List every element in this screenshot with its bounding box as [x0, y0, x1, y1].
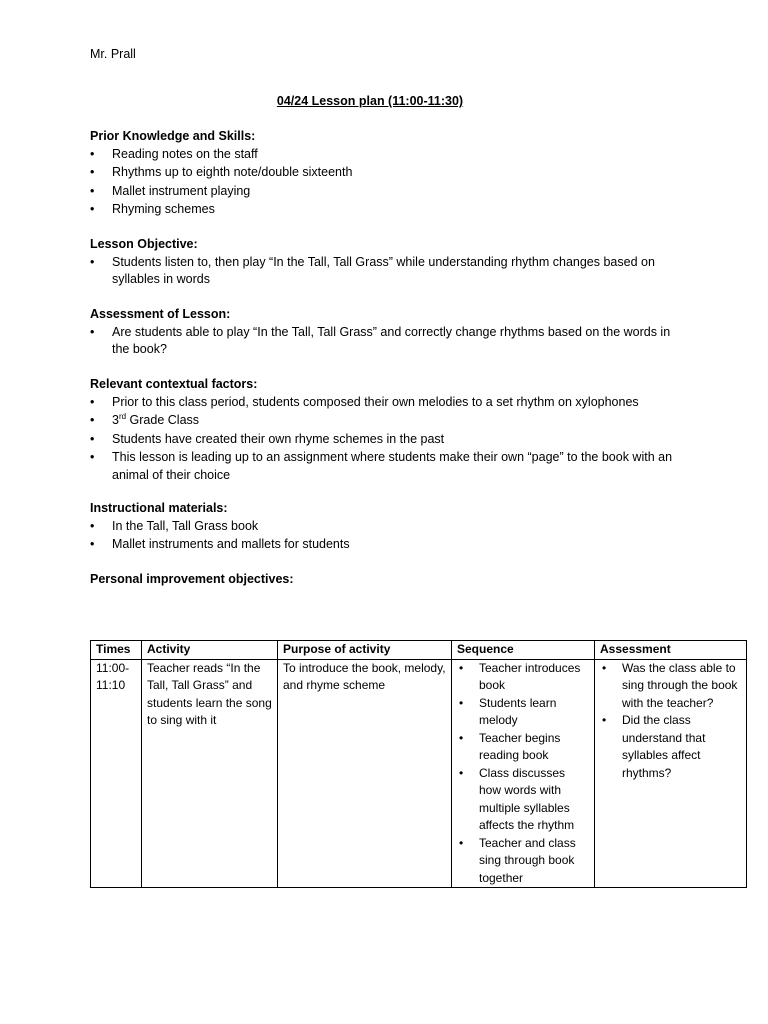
column-header: Times — [91, 641, 142, 660]
improvement-heading: Personal improvement objectives: — [90, 572, 294, 586]
prior-knowledge-heading: Prior Knowledge and Skills: — [90, 129, 256, 143]
prior-knowledge-section — [90, 128, 690, 220]
assessment-section — [90, 306, 690, 360]
list-item: • In the Tall, Tall Grass book — [90, 518, 690, 536]
activity-cell: Teacher reads “In the Tall, Tall Grass” and students learn the song to sing with it — [142, 659, 278, 888]
contextual-factors-section — [90, 376, 690, 485]
list-item: • Rhyming schemes — [90, 201, 690, 219]
time-cell: 11:00-11:10 — [91, 659, 142, 888]
assessment-cell — [595, 659, 747, 888]
list-item: • Was the class able to sing through the book with the teacher? — [600, 660, 741, 713]
column-header: Sequence — [452, 641, 595, 660]
list-item: • This lesson is leading up to an assignment where students make their own “page” to the book with an animal of their choice — [90, 449, 675, 484]
purpose-cell: To introduce the book, melody, and rhyme scheme — [278, 659, 452, 888]
table-row — [91, 659, 747, 888]
author-name: Mr. Prall — [90, 47, 136, 61]
grade-suffix: rd — [118, 411, 127, 421]
list-item: • Students have created their own rhyme schemes in the past — [90, 431, 675, 449]
column-header: Activity — [142, 641, 278, 660]
lesson-objective-heading: Lesson Objective: — [90, 237, 198, 251]
list-item: • Are students able to play “In the Tall, Tall Grass” and correctly change rhythms based on the words in the book? — [90, 324, 680, 359]
improvement-section — [90, 571, 690, 589]
list-item: • Reading notes on the staff — [90, 146, 690, 164]
list-item: • Teacher introduces book — [457, 660, 589, 695]
list-item: • Class discusses how words with multiple syllables affects the rhythm — [457, 765, 589, 835]
list-item: • Students listen to, then play “In the Tall, Tall Grass” while understanding rhythm changes based on syllables in words — [90, 254, 670, 289]
page-title: 04/24 Lesson plan (11:00-11:30) — [276, 94, 464, 108]
list-item: • Students learn melody — [457, 695, 589, 730]
column-header: Assessment — [595, 641, 747, 660]
list-item: • Rhythms up to eighth note/double sixteenth — [90, 164, 690, 182]
list-item: • Mallet instruments and mallets for students — [90, 536, 690, 554]
table-header-row — [91, 641, 747, 660]
list-item: • Teacher and class sing through book together — [457, 835, 589, 888]
sequence-cell — [452, 659, 595, 888]
grade-number: 3 — [112, 413, 119, 427]
column-header: Purpose of activity — [278, 641, 452, 660]
assessment-heading: Assessment of Lesson: — [90, 307, 231, 321]
list-item — [90, 412, 675, 430]
grade-text: Grade Class — [126, 413, 200, 427]
list-item: • Did the class understand that syllables affect rhythms? — [600, 712, 741, 782]
materials-section — [90, 500, 690, 555]
lesson-plan-table — [90, 640, 747, 888]
list-item: • Prior to this class period, students composed their own melodies to a set rhythm on xylophones — [90, 394, 675, 412]
list-item: • Mallet instrument playing — [90, 183, 690, 201]
contextual-factors-heading: Relevant contextual factors: — [90, 377, 258, 391]
list-item: • Teacher begins reading book — [457, 730, 589, 765]
lesson-objective-section — [90, 236, 690, 290]
materials-heading: Instructional materials: — [90, 501, 228, 515]
